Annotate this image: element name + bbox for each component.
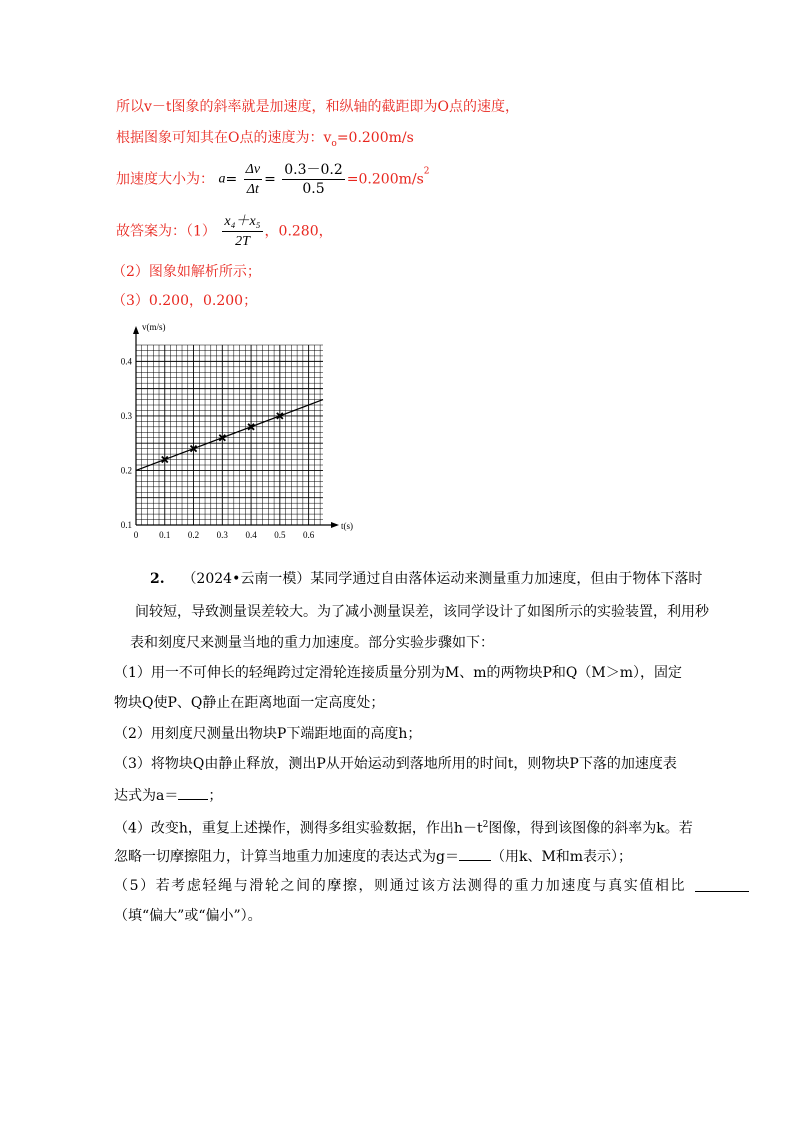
answer-line-4-tail: ，0.280， [264,223,333,240]
answer-line-2-tail: =0.200m/s [336,130,414,146]
fraction-values [282,161,345,198]
answer-line-2 [116,129,414,153]
fraction-dt: Δt [246,182,259,197]
answer-line-6: （3）0.200，0.200； [112,293,258,309]
question-head-1-text: （2024•云南一模）某同学通过自由落体运动来测量重力加速度，但由于物体下落时 [182,571,703,587]
x-tick-label: 0.1 [159,530,171,540]
x-tick-label: 0.6 [302,530,315,540]
answer-line-5: （2）图象如解析所示； [112,264,261,280]
x-axis-arrow [331,522,339,528]
answer-line-4 [116,212,333,251]
answer-line-1: 所以v－t图象的斜率就是加速度，和纵轴的截距即为O点的速度， [116,99,520,115]
step-4-b-text: 忽略一切摩擦阻力，计算当地重力加速度的表达式为g＝ [114,849,459,865]
question-head-1 [150,570,702,588]
accel-result-sup: 2 [423,166,430,177]
fraction-x4x5: x₄＋x₅ [222,212,262,232]
step-4-a [114,816,693,838]
fraction-x4x5-2t [222,212,262,251]
y-tick-label: 0.3 [120,410,132,421]
step-3-a: （3）将物块Q由静止释放，测出P从开始运动到落地所用的时间t，则物块P下落的加速度表 [114,756,677,772]
y-tick-label: 0.1 [120,520,132,530]
step-4-b [114,846,632,866]
answer-line-3: 加速度大小为： a= $\frac{\Delta v}{\Delta t}$ = $\frac{0.3-0.2}{0.5}$ $=0.200m/s^2$ [116,162,430,197]
step-2: （2）用刻度尺测量出物块P下端距地面的高度h； [114,726,422,742]
vt-graph [110,318,353,548]
answer-line-4-prefix: 故答案为：（1） [116,223,216,240]
x-tick-label: 0.4 [245,530,257,540]
fraction-dv-dt [244,160,262,199]
x-tick-label: 0.5 [274,530,286,540]
step-1-b: 物块Q使P、Q静止在距离地面一定高度处； [114,695,385,711]
answer-blank-a[interactable] [178,785,208,800]
step-5-a-text: （5）若考虑轻绳与滑轮之间的摩擦，则通过该方法测得的重力加速度与真实值相比 [114,878,687,894]
step-1-a: （1）用一不可伸长的轻绳跨过定滑轮连接质量分别为M、m的两物块P和Q（M＞m），固定 [114,665,683,681]
step-4-a-text: （4）改变h，重复上述操作，测得多组实验数据，作出h－t [114,820,483,837]
answer-blank-g[interactable] [459,846,491,861]
question-head-2: 间较短，导致测量误差较大。为了减小测量误差，该同学设计了如图所示的实验装置，利用秒 [135,604,709,620]
answer-line-2-text: 根据图象可知其在O点的速度为：v [116,130,332,146]
x-axis-label: t(s) [341,521,353,531]
step-3-b-text: 达式为a＝ [114,788,179,804]
equals-sign: = [225,171,238,188]
step-3-b-tail: ； [208,788,223,804]
x-tick-label: 0.3 [216,530,228,540]
question-number: 2. [150,571,165,587]
step-4-a-sup: 2 [482,820,489,830]
accel-result: =0.200m/s [346,171,424,188]
y-axis-arrow [133,326,139,334]
accel-symbol: a [218,171,226,187]
answer-line-3-prefix: 加速度大小为： [116,171,214,188]
answer-line-2-sub: o [331,138,337,149]
step-5-b: （填“偏大”或“偏小”）。 [114,908,262,924]
fraction-values-num: 0.3－0.2 [284,162,343,178]
x-tick-label: 0.2 [187,530,200,540]
y-axis-label: v(m/s) [142,322,166,332]
step-5-a [114,877,686,895]
step-3-b [114,785,222,805]
y-tick-label: 0.2 [120,465,132,476]
question-head-3: 表和刻度尺来测量当地的重力加速度。部分实验步骤如下： [130,635,494,651]
fraction-dv: Δv [244,160,262,180]
answer-blank-bias[interactable] [695,877,749,892]
y-tick-label: 0.4 [120,356,132,367]
fraction-values-den: 0.5 [302,181,325,197]
step-4-a-tail: 图像，得到该图像的斜率为k。若 [488,820,693,837]
x-tick-label: 0 [133,530,139,540]
fraction-2t: 2T [235,234,250,249]
step-4-b-tail: （用k、M和m表示）； [490,849,633,865]
